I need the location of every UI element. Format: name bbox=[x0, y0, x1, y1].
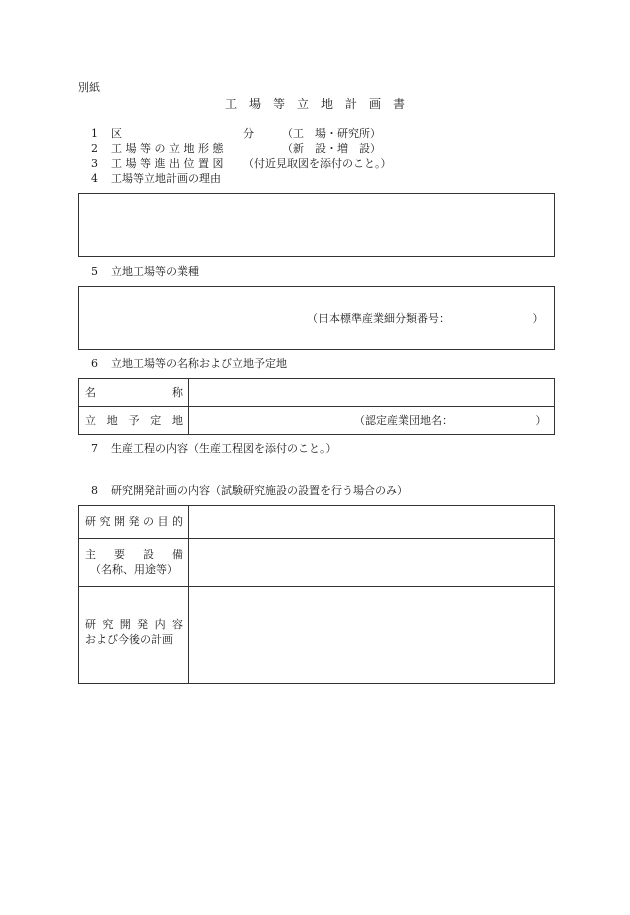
item-1-label: 区 分 bbox=[111, 127, 254, 140]
purpose-input-cell[interactable] bbox=[189, 506, 554, 538]
item-6-label: 立地工場等の名称および立地予定地 bbox=[111, 357, 287, 370]
equipment-char-2: 要 bbox=[114, 548, 125, 561]
item-5-label: 立地工場等の業種 bbox=[111, 265, 199, 278]
equipment-char-3: 設 bbox=[143, 548, 154, 561]
item-8-table bbox=[78, 505, 555, 684]
purpose-char-5: の bbox=[143, 515, 154, 528]
plan-row-label-line2: および今後の計画 bbox=[85, 633, 173, 646]
plan-char-3: 開 bbox=[119, 618, 131, 631]
document-title: 工 場 等 立 地 計 画 書 bbox=[224, 97, 405, 111]
purpose-char-3: 開 bbox=[114, 515, 125, 528]
plan-row-label bbox=[85, 618, 183, 632]
industry-code-field: （日本標準産業細分類番号： ） bbox=[307, 312, 544, 325]
site-char-3: 予 bbox=[128, 414, 140, 427]
item-8-label: 研究開発計画の内容（試験研究施設の設置を行う場合のみ） bbox=[111, 484, 408, 497]
plan-char-6: 容 bbox=[171, 618, 183, 631]
plan-char-4: 発 bbox=[137, 618, 149, 631]
purpose-row-label bbox=[85, 515, 183, 529]
item-2-value: （新 設・増 設） bbox=[282, 142, 381, 155]
purpose-char-1: 研 bbox=[85, 515, 96, 528]
item-4-label: 工場等立地計画の理由 bbox=[111, 172, 221, 185]
plan-char-2: 究 bbox=[102, 618, 114, 631]
name-char-1: 名 bbox=[85, 386, 96, 399]
equipment-input-cell[interactable] bbox=[189, 538, 554, 586]
name-input-cell[interactable] bbox=[189, 379, 554, 406]
item-7-label: 生産工程の内容（生産工程図を添付のこと。） bbox=[111, 442, 337, 455]
purpose-char-2: 究 bbox=[99, 515, 111, 528]
item-8-number: 8 bbox=[91, 484, 98, 497]
equipment-sub-label: （名称、用途等） bbox=[90, 563, 178, 576]
site-char-4: 定 bbox=[150, 414, 162, 427]
equipment-char-4: 備 bbox=[172, 548, 183, 561]
item-7-number: 7 bbox=[91, 442, 98, 455]
equipment-row-label bbox=[85, 548, 183, 562]
item-2-number: 2 bbox=[91, 142, 98, 155]
item-3-value: （付近見取図を添付のこと。） bbox=[243, 157, 392, 170]
name-row-label bbox=[85, 386, 183, 400]
plan-input-cell[interactable] bbox=[189, 586, 554, 683]
annex-label: 別紙 bbox=[78, 81, 100, 94]
plan-char-5: 内 bbox=[154, 618, 166, 631]
purpose-char-7: 的 bbox=[172, 515, 183, 528]
item-4-number: 4 bbox=[91, 172, 98, 185]
industrial-complex-field: （認定産業団地名： ） bbox=[354, 414, 547, 427]
site-row-label bbox=[85, 414, 183, 428]
item-8-label-column bbox=[79, 506, 189, 683]
item-3-number: 3 bbox=[91, 157, 98, 170]
item-5-number: 5 bbox=[91, 265, 98, 278]
item-4-reason-box[interactable] bbox=[78, 193, 555, 257]
site-char-5: 地 bbox=[172, 414, 183, 427]
item-3-label: 工 場 等 進 出 位 置 図 bbox=[111, 157, 224, 170]
name-char-2: 称 bbox=[172, 386, 183, 399]
purpose-char-6: 目 bbox=[157, 515, 169, 528]
purpose-char-4: 発 bbox=[128, 515, 140, 528]
item-6-table bbox=[78, 378, 555, 435]
plan-char-1: 研 bbox=[85, 618, 96, 631]
item-1-value: （工 場・研究所） bbox=[282, 127, 381, 140]
item-2-label: 工 場 等 の 立 地 形 態 bbox=[111, 142, 224, 155]
item-1-number: 1 bbox=[91, 127, 98, 140]
site-char-2: 地 bbox=[106, 414, 118, 427]
site-char-1: 立 bbox=[85, 414, 96, 427]
equipment-char-1: 主 bbox=[85, 548, 96, 561]
item-6-number: 6 bbox=[91, 357, 98, 370]
item-6-row-divider bbox=[79, 406, 554, 407]
item-5-industry-box[interactable] bbox=[78, 286, 555, 350]
